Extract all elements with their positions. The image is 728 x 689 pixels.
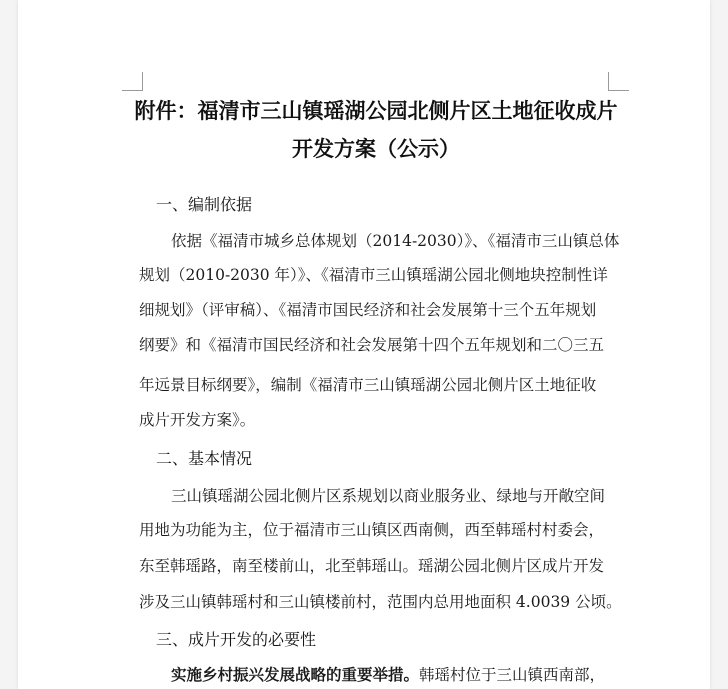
paragraph-line: 涉及三山镇韩瑶村和三山镇楼前村，范围内总用地面积 4.0039 公顷。: [139, 593, 622, 611]
document-title-line-2: 开发方案（公示）: [292, 136, 460, 161]
paragraph-line: 用地为功能为主，位于福清市三山镇区西南侧，西至韩瑶村村委会，: [139, 521, 605, 539]
margin-corner-mark-left: [122, 72, 143, 91]
paragraph-line: 细规划》（评审稿）、《福清市国民经济和社会发展第十三个五年规划: [139, 301, 597, 319]
section-heading-necessity: 三、成片开发的必要性: [156, 630, 317, 649]
paragraph-line: 三山镇瑶湖公园北侧片区系规划以商业服务业、绿地与开敞空间: [171, 487, 606, 505]
paragraph-line: 东至韩瑶路，南至楼前山，北至韩瑶山。瑶湖公园北侧片区成片开发: [139, 557, 605, 575]
section-heading-basis: 一、编制依据: [156, 195, 253, 214]
paragraph-line: 成片开发方案》。: [139, 411, 256, 429]
section-heading-basic-info: 二、基本情况: [156, 449, 253, 468]
paragraph-line: [171, 663, 605, 685]
paragraph-lead-bold: 实施乡村振兴发展战略的重要举措。: [171, 665, 420, 684]
paragraph-line: 纲要》和《福清市国民经济和社会发展第十四个五年规划和二〇三五: [139, 336, 605, 354]
paragraph-lead-text: 韩瑶村位于三山镇西南部，: [419, 666, 606, 684]
document-page: [18, 0, 710, 689]
paragraph-line: 依据《福清市城乡总体规划（2014-2030）》、《福清市三山镇总体: [171, 232, 620, 250]
margin-corner-mark-right: [608, 72, 629, 91]
paragraph-line: 规划（2010-2030 年）》、《福清市三山镇瑶湖公园北侧地块控制性详: [139, 266, 608, 284]
document-title-line-1: 附件：福清市三山镇瑶湖公园北侧片区土地征收成片: [134, 98, 618, 123]
paragraph-line: 年远景目标纲要》，编制《福清市三山镇瑶湖公园北侧片区土地征收: [139, 376, 597, 394]
